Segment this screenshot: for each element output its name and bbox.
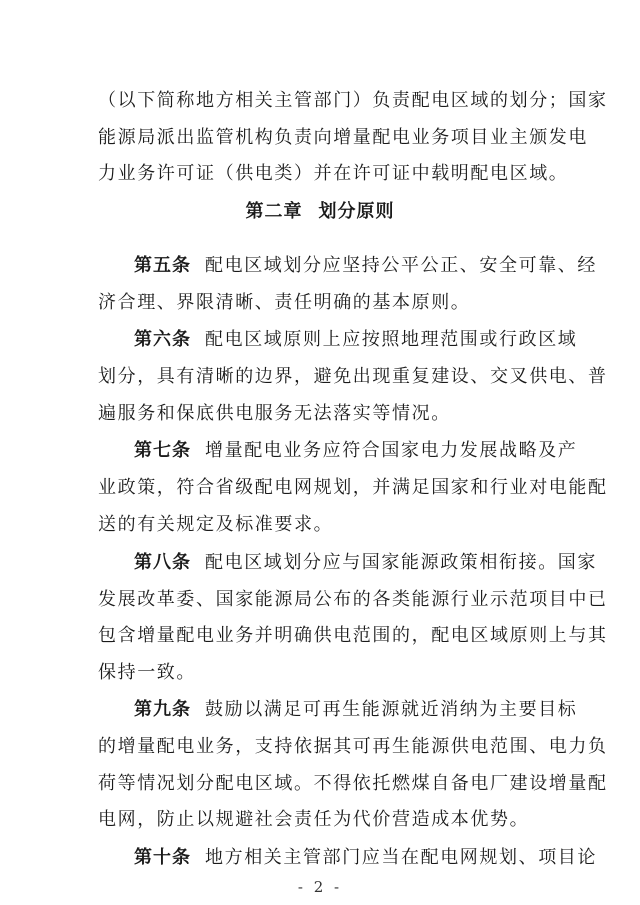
article-text: 配电区域原则上应按照地理范围或行政区域 bbox=[205, 329, 578, 350]
article-number: 第六条 bbox=[134, 329, 191, 350]
chapter-title: 划分原则 bbox=[318, 201, 395, 222]
article-first-line bbox=[134, 254, 597, 278]
article-number: 第十条 bbox=[134, 847, 191, 868]
paragraph-line: （以下简称地方相关主管部门）负责配电区域的划分；国家 bbox=[98, 90, 608, 111]
page-number: - 2 - bbox=[297, 878, 343, 896]
paragraph-line: 力业务许可证（供电类）并在许可证中载明配电区域。 bbox=[98, 163, 569, 184]
article-text: 配电区域划分应与国家能源政策相衔接。国家 bbox=[205, 552, 597, 573]
article-text: 地方相关主管部门应当在配电网规划、项目论 bbox=[205, 847, 597, 868]
article-number: 第七条 bbox=[134, 440, 191, 461]
paragraph-line: 荷等情况划分配电区域。不得依托燃煤自备电厂建设增量配 bbox=[98, 773, 608, 794]
paragraph-line: 能源局派出监管机构负责向增量配电业务项目业主颁发电 bbox=[98, 127, 588, 148]
paragraph-line: 保持一致。 bbox=[98, 662, 196, 683]
article-number: 第五条 bbox=[134, 255, 191, 276]
article-text: 鼓励以满足可再生能源就近消纳为主要目标 bbox=[205, 699, 578, 720]
paragraph-line: 包含增量配电业务并明确供电范围的，配电区域原则上与其 bbox=[98, 625, 608, 646]
paragraph-line: 遍服务和保底供电服务无法落实等情况。 bbox=[98, 403, 451, 424]
paragraph-line: 划分，具有清晰的边界，避免出现重复建设、交叉供电、普 bbox=[98, 366, 608, 387]
article-text: 配电区域划分应坚持公平公正、安全可靠、经 bbox=[205, 255, 597, 276]
article-first-line bbox=[134, 439, 578, 463]
chapter-heading bbox=[0, 200, 640, 224]
paragraph-line: 电网，防止以规避社会责任为代价营造成本优势。 bbox=[98, 809, 530, 830]
article-first-line bbox=[134, 698, 578, 722]
article-text: 增量配电业务应符合国家电力发展战略及产 bbox=[205, 440, 578, 461]
paragraph-line: 济合理、界限清晰、责任明确的基本原则。 bbox=[98, 292, 471, 313]
article-number: 第九条 bbox=[134, 699, 191, 720]
article-number: 第八条 bbox=[134, 552, 191, 573]
paragraph-line: 业政策，符合省级配电网规划，并满足国家和行业对电能配 bbox=[98, 477, 608, 498]
paragraph-line: 发展改革委、国家能源局公布的各类能源行业示范项目中已 bbox=[98, 589, 608, 610]
article-first-line bbox=[134, 846, 597, 870]
chapter-number: 第二章 bbox=[245, 201, 303, 222]
article-first-line bbox=[134, 328, 578, 352]
article-first-line bbox=[134, 551, 597, 575]
paragraph-line: 的增量配电业务，支持依据其可再生能源供电范围、电力负 bbox=[98, 736, 608, 757]
paragraph-line: 送的有关规定及标准要求。 bbox=[98, 514, 334, 535]
